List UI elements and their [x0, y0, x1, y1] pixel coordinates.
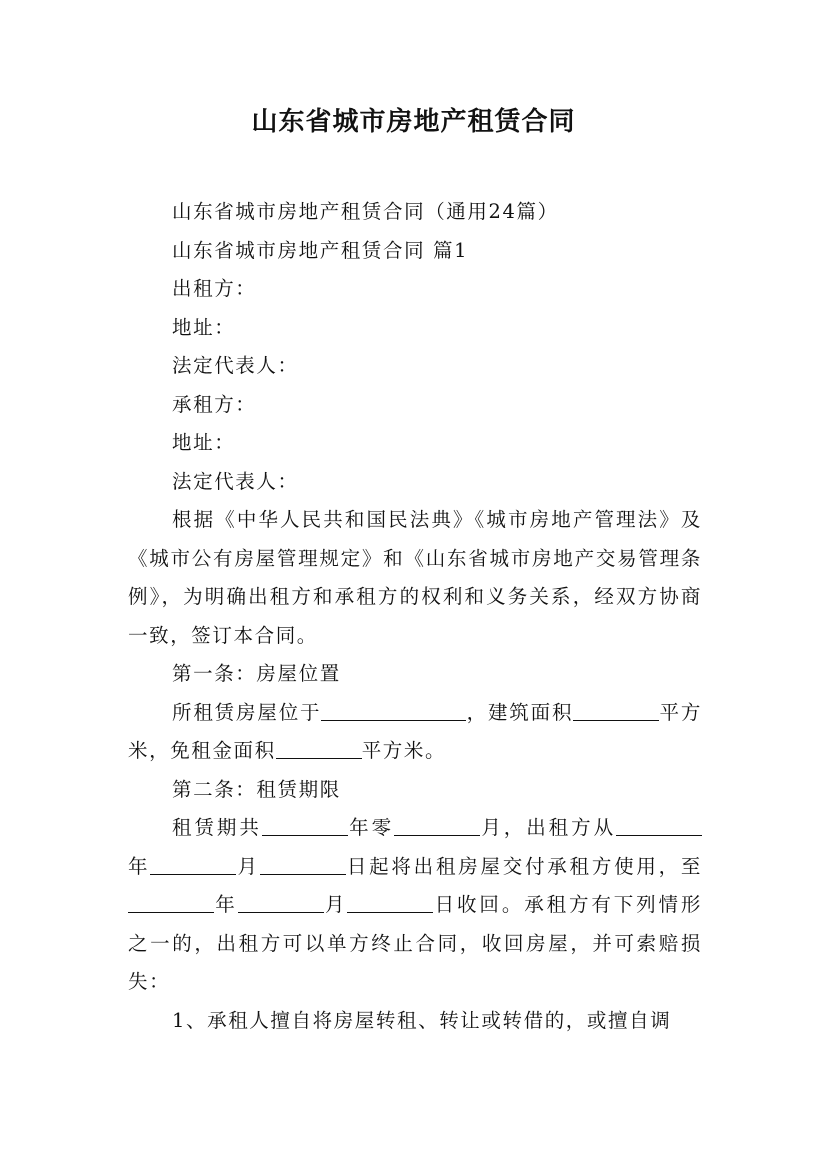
article1-title: 第一条：房屋位置 [172, 662, 341, 685]
end-month-blank [238, 893, 324, 914]
building-area-blank [573, 700, 659, 721]
article2-text-1: 租赁期共 [172, 816, 262, 839]
start-day-blank [260, 854, 346, 875]
article1-text-1: 所租赁房屋位于 [172, 700, 322, 724]
term-years-blank [262, 816, 348, 837]
lessor-representative-label: 法定代表人： [172, 354, 299, 377]
lessor-address-label: 地址： [172, 315, 236, 339]
start-year-blank [616, 816, 702, 837]
article2-text-5: 月 [236, 854, 260, 878]
article2-text-8: 月 [323, 893, 348, 916]
article1-text-2: ，建筑面积 [466, 700, 574, 724]
start-month-blank [150, 854, 236, 875]
article2-text-6: 日起将出租房屋交付承租方使用，至 [345, 854, 702, 878]
article2-text-3: 月，出租方从 [480, 816, 617, 839]
address-blank [321, 700, 466, 721]
article1-text-4: 平方米。 [361, 739, 447, 762]
article2-text-7: 年 [214, 893, 238, 916]
clause-1: 1、承租人擅自将房屋转租、转让或转借的，或擅自调 [172, 1008, 672, 1032]
lessee-label: 承租方： [172, 392, 257, 416]
end-year-blank [128, 893, 214, 914]
document-title: 山东省城市房地产租赁合同 [251, 107, 576, 137]
lessee-address-label: 地址： [172, 431, 236, 454]
preamble-paragraph: 根据《中华人民共和国民法典》《城市房地产管理法》及《城市公有房屋管理规定》和《山东省城市房地产交易管理条例》，为明确出租方和承租方的权利和义务关系，经双方协商一致，签订本合同。 [128, 508, 702, 647]
document-subtitle: 山东省城市房地产租赁合同（通用24篇） [172, 200, 559, 223]
article2-text-2: 年零 [347, 816, 395, 839]
article1-text-3: 平方米，免租金面积 [128, 700, 702, 762]
document-body [128, 193, 702, 1040]
lessor-label: 出租方： [172, 277, 257, 300]
article2-title: 第二条：租赁期限 [172, 777, 341, 801]
term-months-blank [394, 816, 480, 837]
article2-text-9: 日收回。承租方有下列情形之一的，出租方可以单方终止合同，收回房屋，并可索赔损失： [128, 893, 703, 993]
article2-paragraph [128, 809, 702, 1002]
article2-text-4: 年 [128, 854, 151, 878]
article1-paragraph [128, 694, 702, 771]
section-title: 山东省城市房地产租赁合同 篇1 [172, 238, 469, 262]
end-day-blank [347, 893, 433, 914]
rent-free-area-blank [276, 739, 362, 760]
lessee-representative-label: 法定代表人： [172, 469, 299, 493]
